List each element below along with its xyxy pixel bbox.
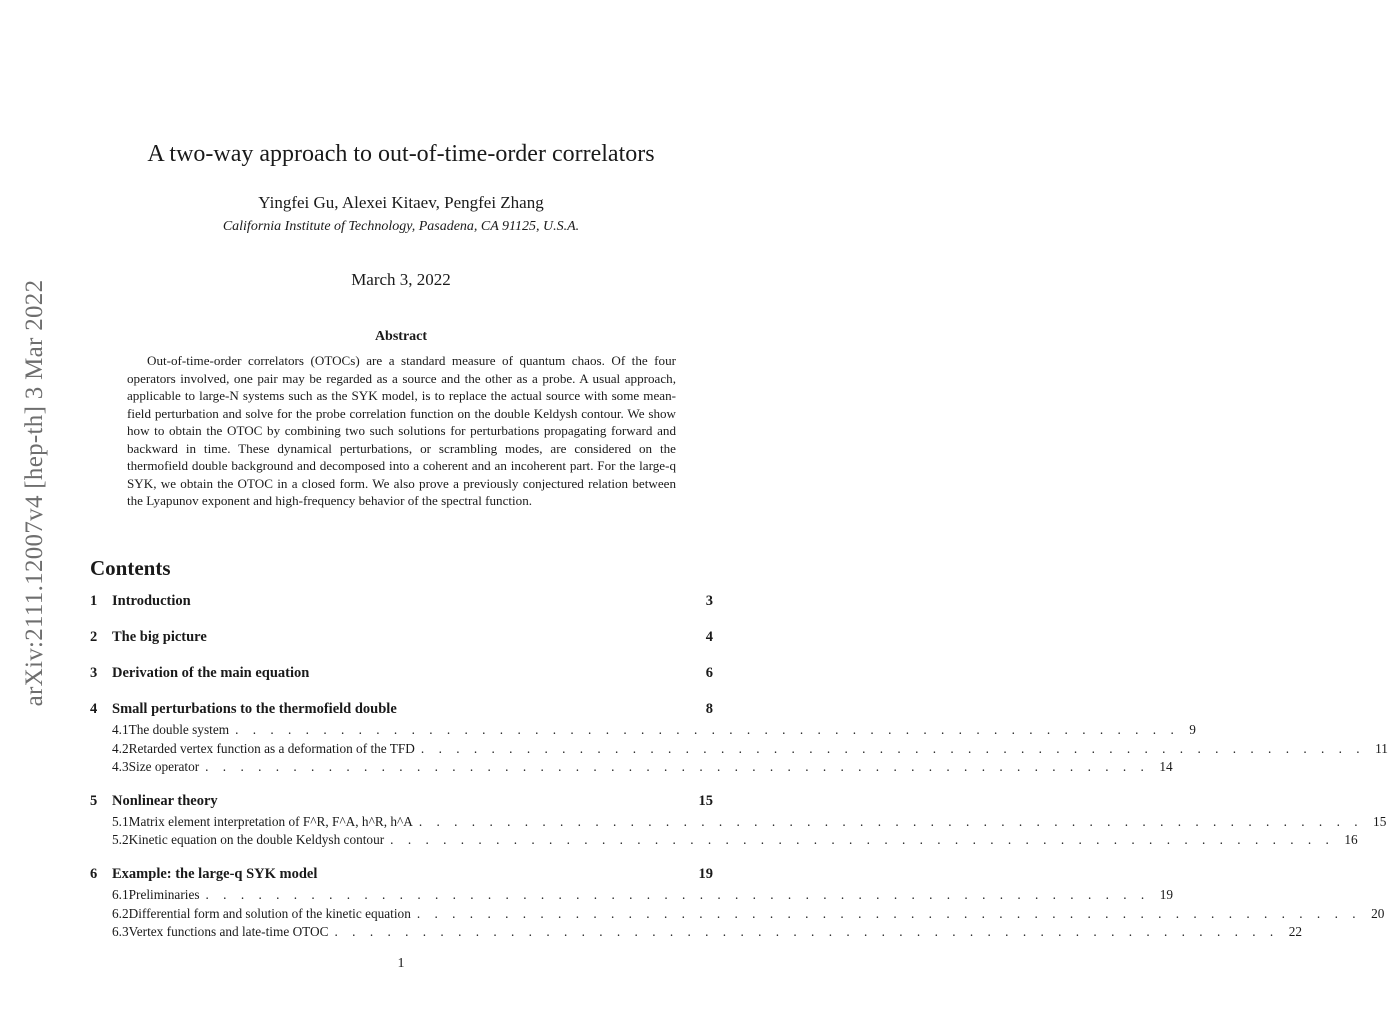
subsection-number: 5.1 [112,813,129,829]
dot-leader: . . . . . . . . . . . . . . . . . . . . . . . . . . . . . . . . . . . . . . . . . . . . . . . . . . . . . . [418,813,1364,829]
subsection-title: Kinetic equation on the double Keldysh contour [128,832,385,848]
subsection-title: Matrix element interpretation of F^R, F^A, h^R, h^A [128,813,413,829]
section-page: 6 [705,665,713,681]
toc-section-4 [90,701,1388,778]
toc-section-1 [90,593,713,614]
dot-leader: . . . . . . . . . . . . . . . . . . . . . . . . . . . . . . . . . . . . . . . . . . . . . . . . . . . . . . [334,924,1279,940]
toc-subsection-row[interactable] [90,832,1358,851]
subsection-number: 6.2 [112,905,129,921]
subsection-number: 6.3 [112,924,129,940]
author-affiliation: California Institute of Technology, Pasadena, CA 91125, U.S.A. [222,219,580,234]
subsection-title: Differential form and solution of the kinetic equation [128,905,411,921]
section-number: 1 [90,593,98,609]
subsection-page: 11 [1375,740,1388,756]
toc-section-row[interactable] [90,866,713,887]
contents-heading: Contents [90,556,171,580]
dot-leader: . . . . . . . . . . . . . . . . . . . . . . . . . . . . . . . . . . . . . . . . . . . . . . . . . . . . . . [416,905,1362,921]
arxiv-identifier-stamp: arXiv:2111.12007v4 [hep-th] 3 Mar 2022 [21,279,48,707]
table-of-contents [90,593,1388,958]
toc-section-row[interactable] [90,701,713,722]
subsection-number: 5.2 [112,832,129,848]
toc-subsection-row[interactable] [90,924,1303,943]
toc-subsection-row[interactable] [90,740,1388,760]
section-number: 4 [90,701,98,717]
subsection-page: 19 [1159,886,1174,902]
toc-subsection-row[interactable] [90,722,1196,741]
abstract-heading: Abstract [374,329,428,344]
subsection-page: 22 [1288,924,1303,940]
page-number: 1 [397,956,405,971]
abstract-text: Out-of-time-order correlators (OTOCs) are a standard measure of quantum chaos. Of the four operators involved, one pair may be regarded as a source and the other as a probe. A usual approach, applicable to large-N systems such as the SYK model, is to replace the actual source with some mean-field perturbation and solve for the probe correlation function on the double Keldysh contour. We show how to obtain the OTOC by combining two such solutions for perturbations propagating forward and backward in time. These dynamical perturbations, or scrambling modes, are considered on the thermofield double background and decomposed into a coherent and an incoherent part. For the large-q SYK, we obtain the OTOC in a closed form. We also prove a previously conjectured relation between the Lyapunov exponent and high-frequency behavior of the spectral function. [127,353,676,508]
toc-section-6 [90,865,1385,943]
section-title: Introduction [112,593,191,609]
section-page: 4 [705,629,713,645]
section-page: 8 [705,701,713,717]
subsection-title: The double system [128,722,230,737]
subsection-page: 16 [1344,832,1358,848]
dot-leader: . . . . . . . . . . . . . . . . . . . . . . . . . . . . . . . . . . . . . . . . . . . . . . . . . . . . . . [390,832,1335,848]
dot-leader: . . . . . . . . . . . . . . . . . . . . . . . . . . . . . . . . . . . . . . . . . . . . . . . . . . . . . . [420,740,1366,756]
paper-date: March 3, 2022 [351,270,451,289]
section-title: Nonlinear theory [112,792,218,809]
subsection-page: 14 [1159,759,1173,775]
dot-leader: . . . . . . . . . . . . . . . . . . . . . . . . . . . . . . . . . . . . . . . . . . . . . . . . . . . . . . [205,759,1150,775]
toc-section-row[interactable] [90,793,713,814]
subsection-title: Preliminaries [128,886,200,902]
toc-section-2 [90,629,713,650]
subsection-page: 15 [1373,813,1387,829]
subsection-title: Vertex functions and late-time OTOC [128,924,329,940]
section-title: Small perturbations to the thermofield double [112,701,397,717]
toc-subsection-row[interactable] [90,759,1173,778]
subsection-number: 4.1 [112,722,129,737]
section-page: 3 [705,593,713,609]
toc-section-row[interactable] [90,629,713,650]
subsection-page: 9 [1189,722,1196,737]
toc-subsection-row[interactable] [90,886,1174,906]
section-number: 3 [90,665,98,681]
toc-section-row[interactable] [90,593,713,614]
subsection-page: 20 [1371,905,1385,921]
section-page: 15 [698,792,713,809]
subsection-number: 4.3 [112,759,129,775]
toc-section-3 [90,665,713,686]
section-title: Example: the large-q SYK model [112,865,318,882]
paper-title: A two-way approach to out-of-time-order correlators [147,141,655,167]
section-number: 2 [90,629,98,645]
dot-leader: . . . . . . . . . . . . . . . . . . . . . . . . . . . . . . . . . . . . . . . . . . . . . . . . . . . . . . [235,722,1180,737]
section-title: Derivation of the main equation [112,665,310,681]
subsection-number: 4.2 [112,740,129,756]
paper-authors: Yingfei Gu, Alexei Kitaev, Pengfei Zhang [258,193,544,212]
toc-subsection-row[interactable] [90,905,1385,925]
subsection-title: Retarded vertex function as a deformation of the TFD [128,740,415,756]
section-number: 5 [90,792,98,809]
toc-section-row[interactable] [90,665,713,686]
subsection-title: Size operator [128,759,200,775]
toc-section-5 [90,792,1387,851]
subsection-number: 6.1 [112,886,129,902]
toc-subsection-row[interactable] [90,813,1387,833]
section-number: 6 [90,865,98,882]
dot-leader: . . . . . . . . . . . . . . . . . . . . . . . . . . . . . . . . . . . . . . . . . . . . . . . . . . . . . . [205,886,1150,902]
section-page: 19 [698,865,713,882]
section-title: The big picture [112,629,207,645]
